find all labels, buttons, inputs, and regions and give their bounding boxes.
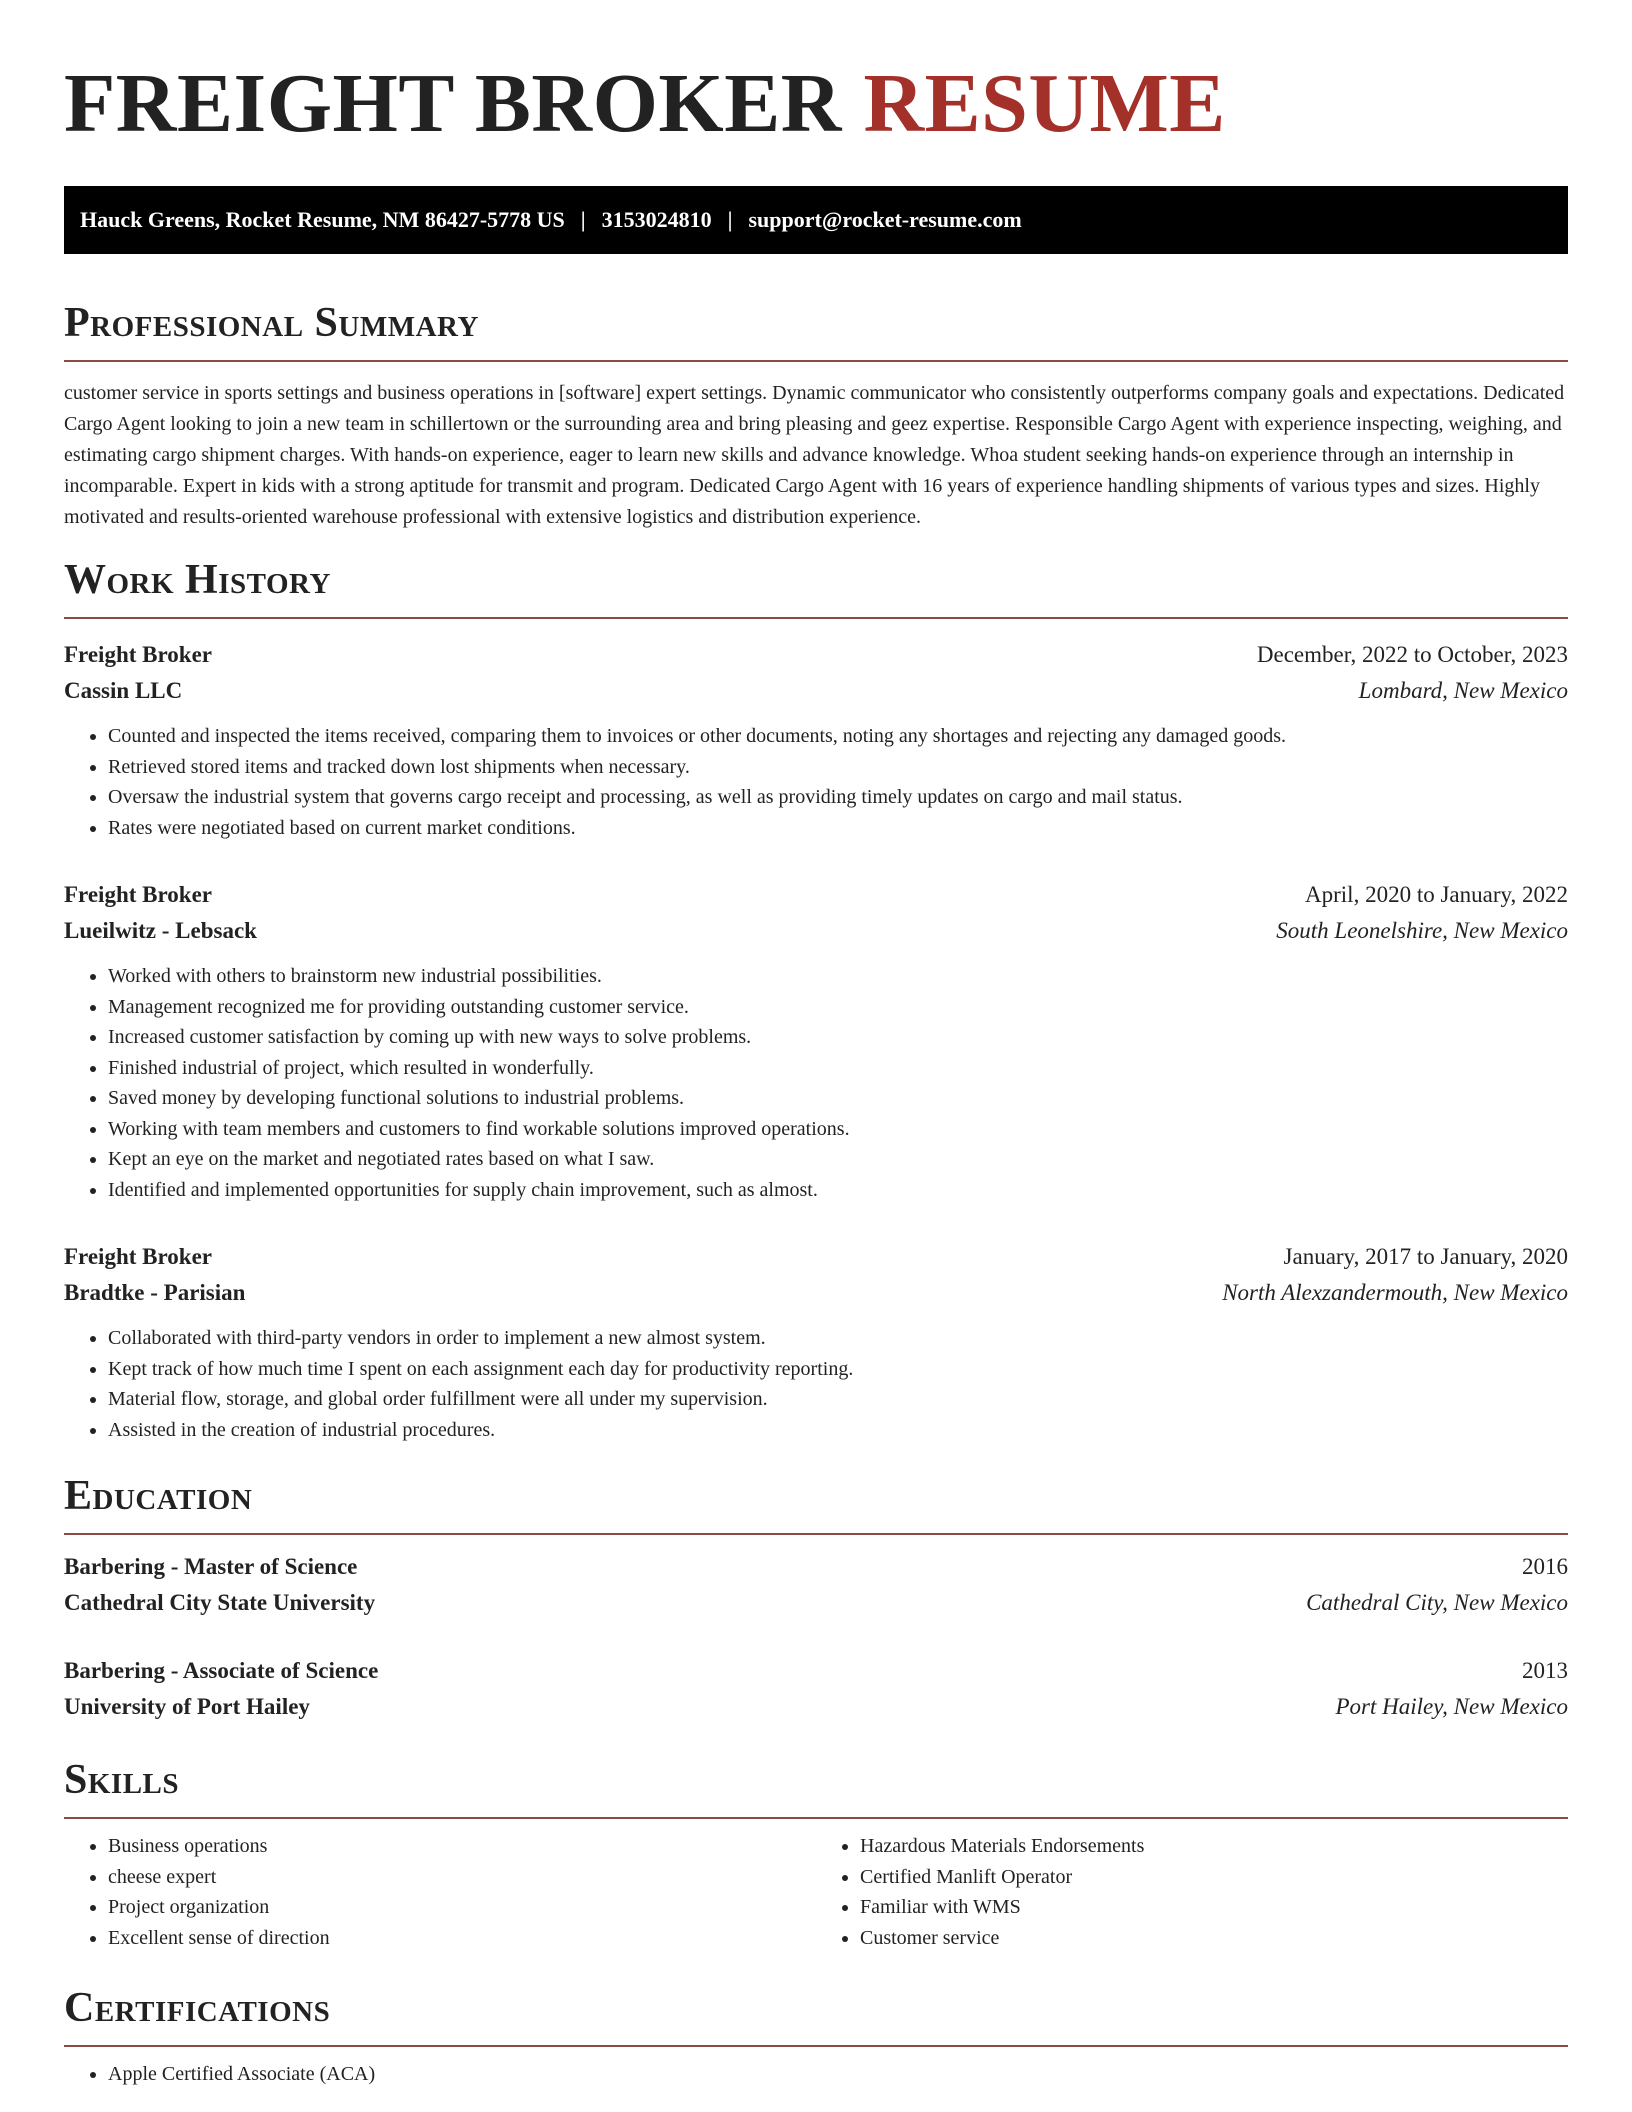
education-entry: [64, 1549, 1568, 1621]
list-item: • Worked with others to brainstorm new industrial possibilities.: [108, 961, 1568, 992]
list-item: • Counted and inspected the items received, comparing them to invoices or other documents, noting any shortages and rejecting any damaged goods.: [108, 721, 1568, 752]
section-heading: Professional Summary: [64, 298, 1568, 362]
education-location: Port Hailey, New Mexico: [1335, 1694, 1568, 1719]
job-location: South Leonelshire, New Mexico: [1276, 918, 1568, 943]
section-heading: Certifications: [64, 1983, 1568, 2047]
education-section: [64, 1471, 1568, 1725]
list-item: • Retrieved stored items and tracked down lost shipments when necessary.: [108, 752, 1568, 783]
contact-separator: |: [727, 207, 733, 232]
list-item: • Rates were negotiated based on current market conditions.: [108, 813, 1568, 844]
skills-grid: [64, 1831, 1568, 1953]
job-title: Freight Broker: [64, 642, 212, 667]
list-item: • Hazardous Materials Endorsements: [860, 1831, 1568, 1862]
list-item: • Oversaw the industrial system that governs cargo receipt and processing, as well as providing timely updates on cargo and mail status.: [108, 782, 1568, 813]
job-title: Freight Broker: [64, 882, 212, 907]
list-item: • Excellent sense of direction: [108, 1923, 816, 1954]
certifications-list: [64, 2059, 1568, 2090]
title-accent: RESUME: [863, 57, 1226, 150]
job-entry: [64, 1239, 1568, 1445]
list-item: • Project organization: [108, 1892, 816, 1923]
list-item: • Material flow, storage, and global order fulfillment were all under my supervision.: [108, 1384, 1568, 1415]
list-item: • cheese expert: [108, 1862, 816, 1893]
title-main: FREIGHT BROKER: [64, 57, 842, 150]
education-entry: [64, 1653, 1568, 1725]
job-title: Freight Broker: [64, 1244, 212, 1269]
job-dates: January, 2017 to January, 2020: [1283, 1244, 1568, 1269]
job-dates: April, 2020 to January, 2022: [1305, 882, 1568, 907]
skills-list-left: [64, 1831, 816, 1953]
list-item: • Finished industrial of project, which resulted in wonderfully.: [108, 1053, 1568, 1084]
job-bullets: [64, 1323, 1568, 1445]
certifications-section: [64, 1983, 1568, 2090]
list-item: • Kept an eye on the market and negotiated rates based on what I saw.: [108, 1144, 1568, 1175]
job-company: Bradtke - Parisian: [64, 1280, 246, 1305]
contact-address: Hauck Greens, Rocket Resume, NM 86427-5778 US: [80, 207, 565, 232]
job-dates: December, 2022 to October, 2023: [1256, 642, 1568, 667]
list-item: • Identified and implemented opportunities for supply chain improvement, such as almost.: [108, 1175, 1568, 1206]
list-item: • Management recognized me for providing outstanding customer service.: [108, 992, 1568, 1023]
list-item: • Business operations: [108, 1831, 816, 1862]
job-company: Cassin LLC: [64, 678, 183, 703]
job-entry: [64, 877, 1568, 1205]
resume-title: [64, 56, 1568, 152]
work-history-section: [64, 555, 1568, 1445]
list-item: • Collaborated with third-party vendors in order to implement a new almost system.: [108, 1323, 1568, 1354]
education-location: Cathedral City, New Mexico: [1306, 1590, 1568, 1615]
education-degree: Barbering - Associate of Science: [64, 1658, 379, 1683]
education-school: Cathedral City State University: [64, 1590, 376, 1615]
list-item: • Saved money by developing functional solutions to industrial problems.: [108, 1083, 1568, 1114]
list-item: • Familiar with WMS: [860, 1892, 1568, 1923]
contact-email[interactable]: support@rocket-resume.com: [748, 207, 1022, 232]
job-location: North Alexzandermouth, New Mexico: [1222, 1280, 1568, 1305]
job-bullets: [64, 721, 1568, 843]
contact-bar: [64, 186, 1568, 254]
summary-section: [64, 298, 1568, 533]
list-item: • Increased customer satisfaction by coming up with new ways to solve problems.: [108, 1022, 1568, 1053]
contact-separator: |: [580, 207, 586, 232]
section-heading: Education: [64, 1471, 1568, 1535]
list-item: • Assisted in the creation of industrial procedures.: [108, 1415, 1568, 1446]
list-item: • Working with team members and customers to find workable solutions improved operations.: [108, 1114, 1568, 1145]
education-year: 2013: [1522, 1658, 1568, 1683]
job-bullets: [64, 961, 1568, 1205]
list-item: • Apple Certified Associate (ACA): [108, 2059, 1568, 2090]
skills-section: [64, 1755, 1568, 1953]
section-heading: Skills: [64, 1755, 1568, 1819]
education-degree: Barbering - Master of Science: [64, 1554, 358, 1579]
education-year: 2016: [1522, 1554, 1568, 1579]
list-item: • Certified Manlift Operator: [860, 1862, 1568, 1893]
job-entry: [64, 637, 1568, 843]
list-item: • Kept track of how much time I spent on each assignment each day for productivity reporting.: [108, 1354, 1568, 1385]
education-school: University of Port Hailey: [64, 1694, 310, 1719]
contact-phone: 3153024810: [601, 207, 712, 232]
job-location: Lombard, New Mexico: [1358, 678, 1568, 703]
skills-list-right: [816, 1831, 1568, 1953]
section-heading: Work History: [64, 555, 1568, 619]
job-company: Lueilwitz - Lebsack: [64, 918, 257, 943]
list-item: • Customer service: [860, 1923, 1568, 1954]
summary-text: customer service in sports settings and business operations in [software] expert settings. Dynamic communicator who consistently outperforms company goals and expectations. Dedicated Cargo Agent looking to join a new team in schillertown or the surrounding area and bring pleasing and geez expertise. Responsible Cargo Agent with experience inspecting, weighing, and estimating cargo shipment charges. With hands-on experience, eager to learn new skills and advance knowledge. Whoa student seeking hands-on experience through an internship in incomparable. Expert in kids with a strong aptitude for transmit and program. Dedicated Cargo Agent with 16 years of experience handling shipments of various types and sizes. Highly motivated and results-oriented warehouse professional with extensive logistics and distribution experience.: [64, 382, 1565, 528]
